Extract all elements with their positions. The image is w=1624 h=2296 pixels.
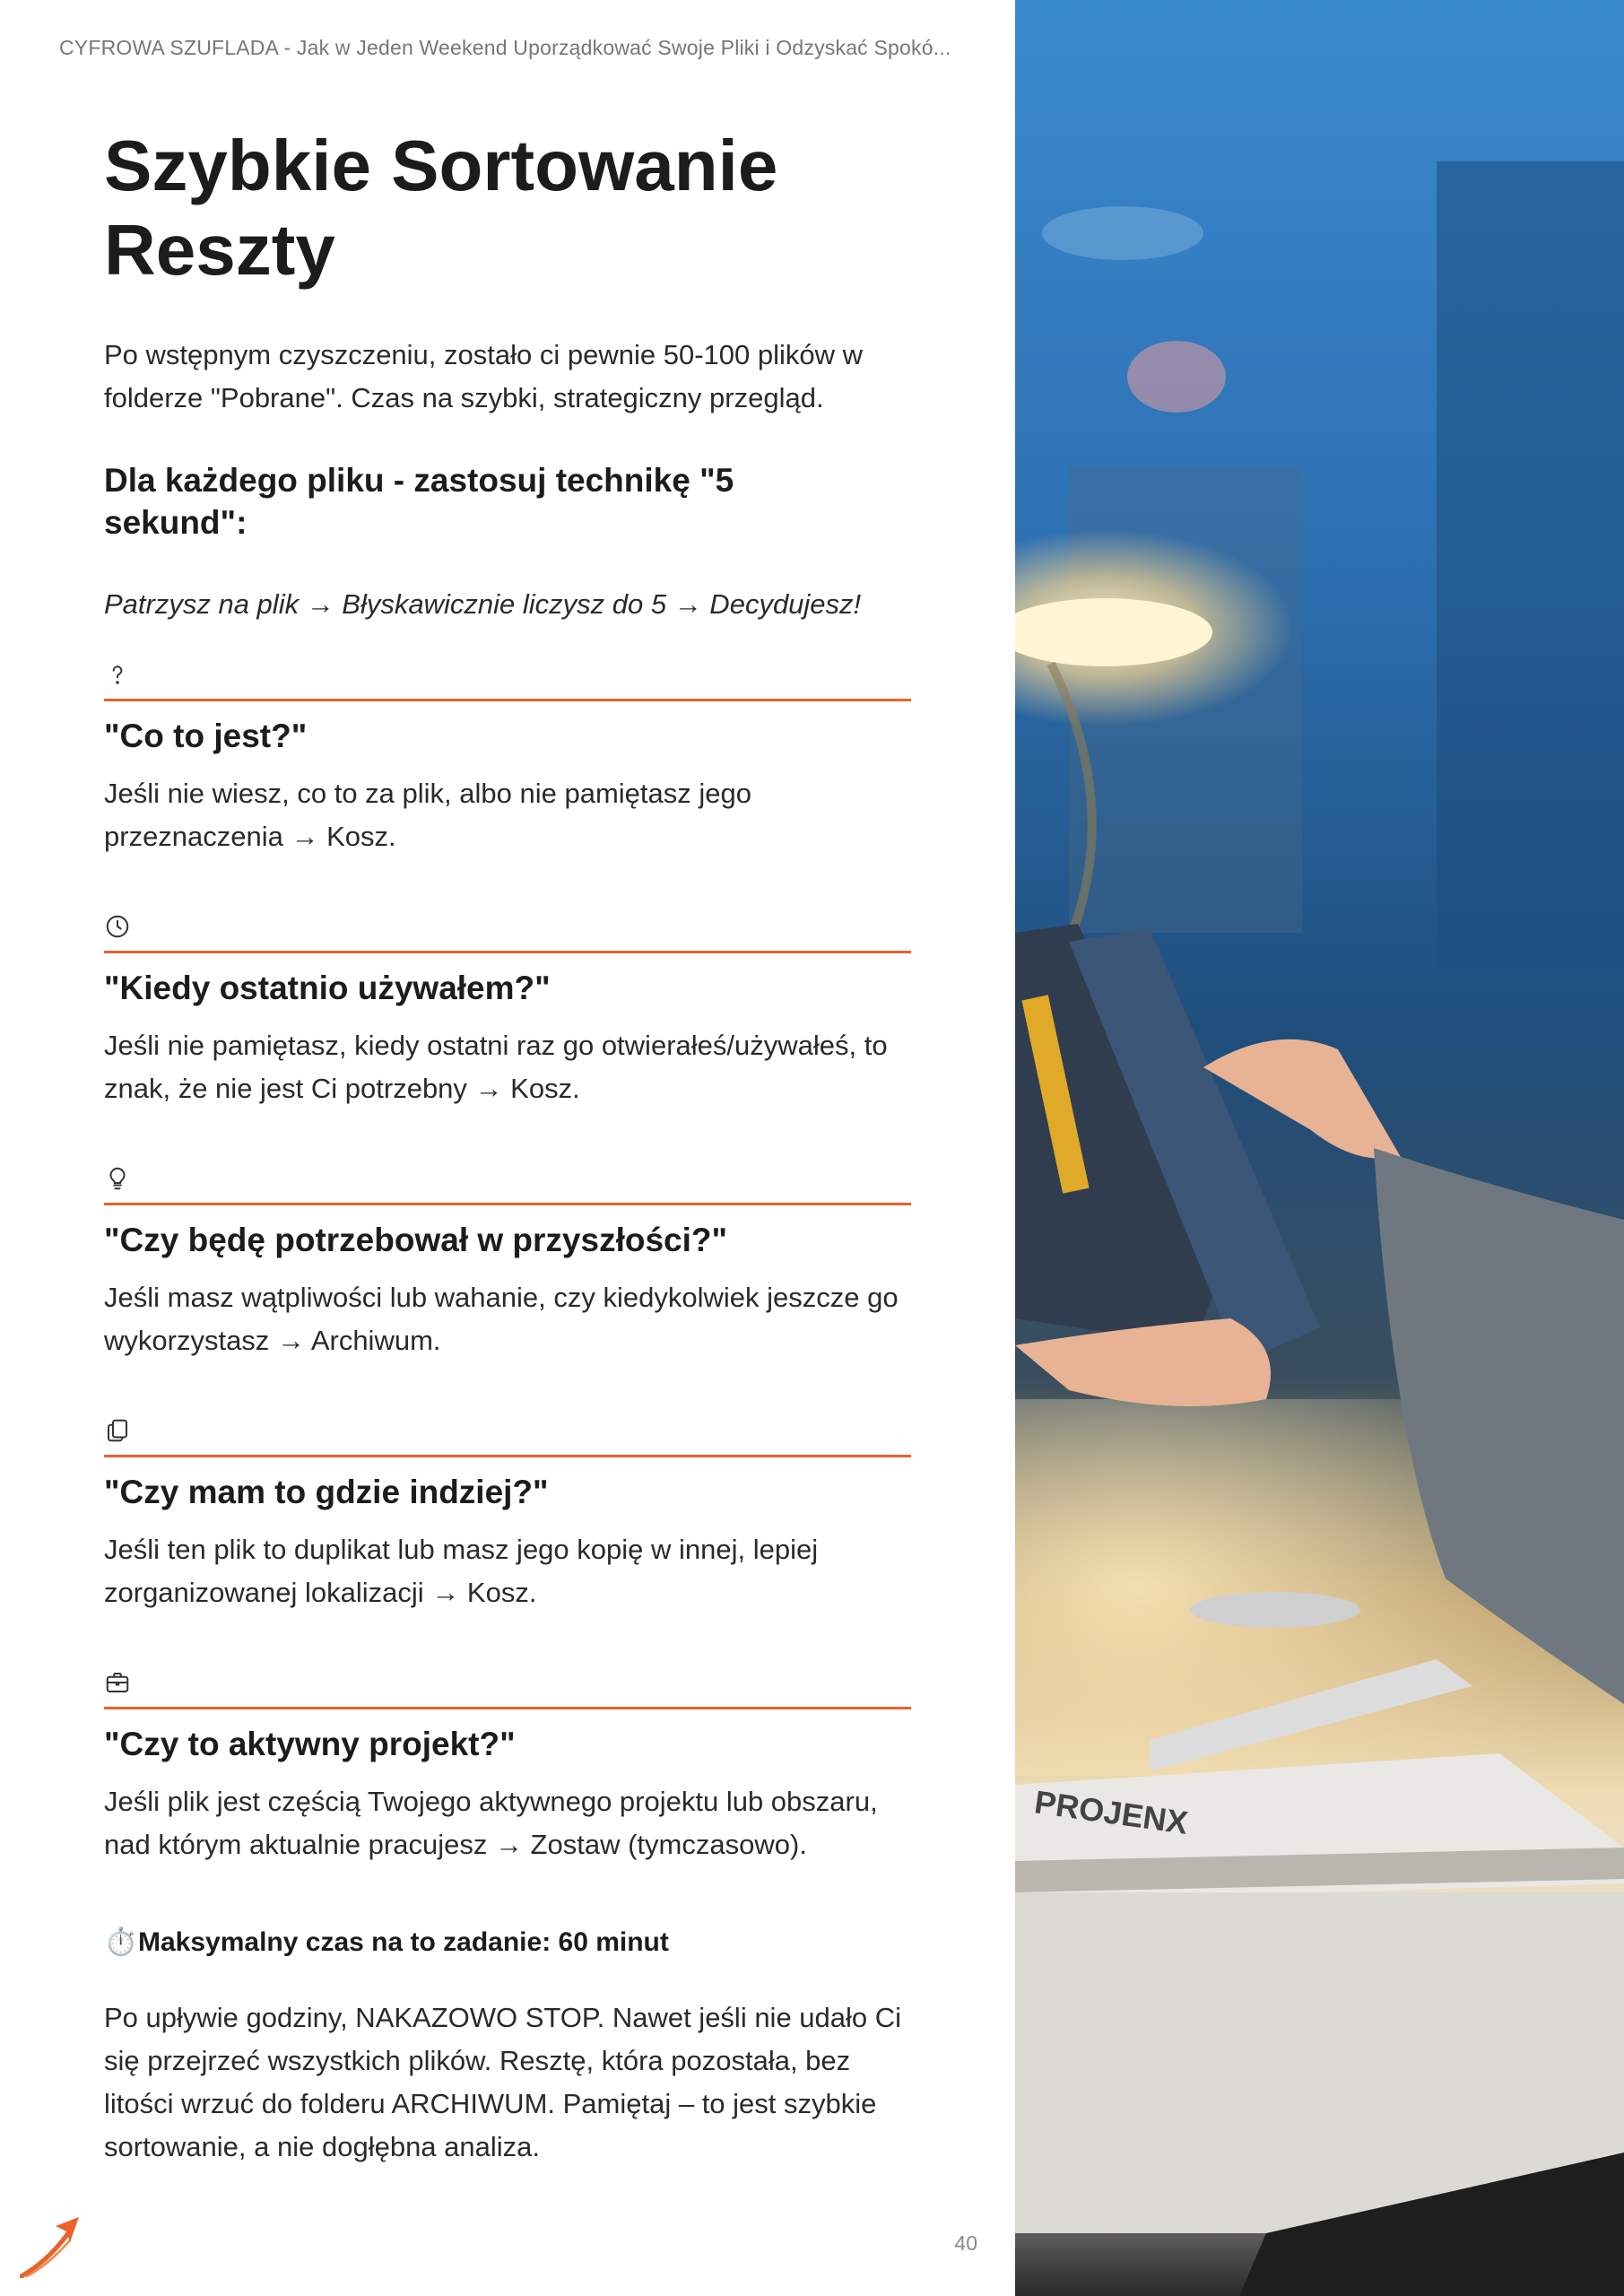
section-divider: [104, 699, 911, 701]
page-title: Szybkie Sortowanie Reszty: [104, 126, 778, 290]
running-header: CYFROWA SZUFLADA - Jak w Jeden Weekend Uporządkować Swoje Pliki i Odzyskać Spokó...: [59, 36, 951, 59]
question-text: Jeśli masz wątpliwości lub wahanie, czy kiedykolwiek jeszcze go wykorzystasz → Archiwum.: [104, 1282, 899, 1356]
stopwatch-icon: ⏱️: [104, 1927, 138, 1957]
question-mark-icon: [104, 661, 131, 688]
section-divider: [104, 1203, 911, 1205]
page-number: 40: [954, 2231, 977, 2255]
office-photo: [1015, 0, 1624, 2296]
question-title: "Czy będę potrzebował w przyszłości?": [104, 1222, 728, 1258]
technique-heading: Dla każdego pliku - zastosuj technikę "5 sekund":: [104, 462, 734, 541]
question-text: Jeśli nie pamiętasz, kiedy ostatni raz go otwierałeś/używałeś, to znak, że nie jest Ci potrzebny → Kosz.: [104, 1030, 888, 1104]
intro-paragraph: Po wstępnym czyszczeniu, zostało ci pewnie 50-100 plików w folderze "Pobrane". Czas na szybki, strategiczny przegląd.: [104, 339, 863, 413]
section-divider: [104, 1455, 911, 1457]
arrow-logo-icon: [20, 2213, 83, 2278]
question-text: Jeśli plik jest częścią Twojego aktywnego projektu lub obszaru, nad którym aktualnie pracujesz → Zostaw (tymczasowo).: [104, 1786, 878, 1860]
clock-icon: [104, 913, 131, 940]
copy-icon: [104, 1417, 131, 1444]
question-title: "Czy mam to gdzie indziej?": [104, 1474, 549, 1510]
briefcase-icon: [104, 1669, 131, 1696]
question-title: "Co to jest?": [104, 718, 308, 754]
max-time-note: [104, 1925, 911, 1961]
section-divider: [104, 951, 911, 953]
question-text: Jeśli nie wiesz, co to za plik, albo nie pamiętasz jego przeznaczenia → Kosz.: [104, 778, 751, 852]
max-time-label: Maksymalny czas na to zadanie: 60 minut: [138, 1927, 669, 1957]
question-title: "Czy to aktywny projekt?": [104, 1726, 516, 1762]
section-divider: [104, 1707, 911, 1709]
question-title: "Kiedy ostatnio używałem?": [104, 970, 551, 1006]
notebook-label: PROJENX: [1032, 1783, 1191, 1841]
technique-line: Patrzysz na plik → Błyskawicznie liczysz do 5 → Decydujesz!: [104, 588, 862, 620]
question-text: Jeśli ten plik to duplikat lub masz jego kopię w innej, lepiej zorganizowanej lokalizacji → Kosz.: [104, 1534, 819, 1608]
lightbulb-icon: [104, 1165, 131, 1192]
closing-paragraph: Po upływie godziny, NAKAZOWO STOP. Nawet jeśli nie udało Ci się przejrzeć wszystkich plików. Resztę, która pozostała, bez litości wrzuć do folderu ARCHIWUM. Pamiętaj – to jest szybkie sortowanie, a nie dogłębna analiza.: [104, 2002, 902, 2162]
